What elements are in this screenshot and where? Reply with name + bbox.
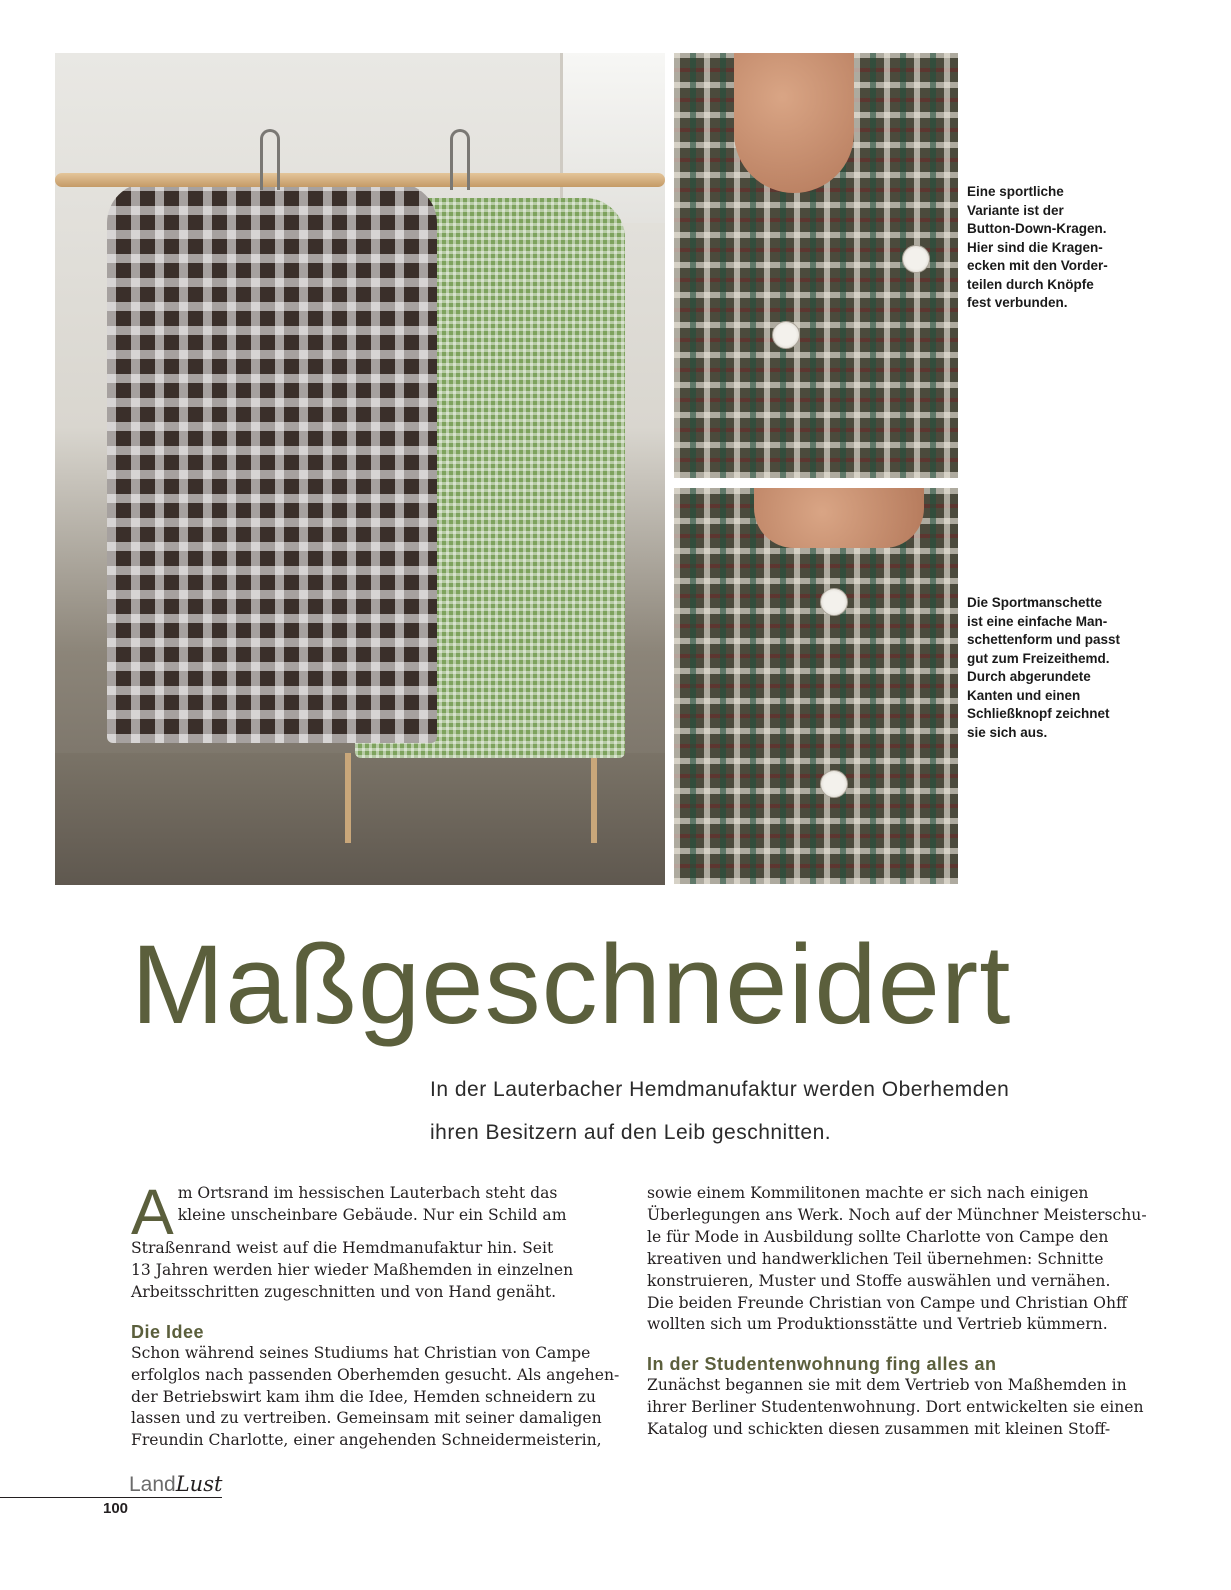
body-line: ihrer Berliner Studentenwohnung. Dort entwickelten sie einen [647, 1398, 1144, 1417]
body-line: Zunächst begannen sie mit dem Vertrieb von Maßhemden in [647, 1376, 1127, 1395]
collar-button [902, 245, 930, 273]
sleeve-button [820, 770, 848, 798]
body-line: 13 Jahren werden hier wieder Maßhemden in einzelnen [131, 1260, 574, 1279]
front-button [772, 321, 800, 349]
rail-cart [345, 753, 597, 843]
subtitle-line: In der Lauterbacher Hemdmanufaktur werden Oberhemden [430, 1078, 1010, 1101]
neck [734, 53, 854, 193]
body-line: erfolglos nach passenden Oberhemden gesucht. Als angehen- [131, 1365, 620, 1384]
logo-land: Land [129, 1473, 176, 1496]
hand [754, 488, 924, 548]
subtitle-line: ihren Besitzern auf den Leib geschnitten. [430, 1121, 832, 1144]
body-line: Katalog und schickten diesen zusammen mit kleinen Stoff- [647, 1420, 1111, 1439]
body-line: Schon während seines Studiums hat Christian von Campe [131, 1343, 591, 1362]
article-subtitle [430, 1068, 1130, 1154]
footer-divider [0, 1497, 222, 1498]
body-line: sowie einem Kommilitonen machte er sich nach einigen [647, 1184, 1089, 1202]
clothes-rail [55, 173, 665, 187]
body-line: Straßenrand weist auf die Hemdmanufaktur hin. Seit [131, 1239, 554, 1257]
body-line: kleine unscheinbare Gebäude. Nur ein Schild am [177, 1205, 567, 1224]
section-heading: Die Idee [131, 1321, 205, 1342]
body-line: konstruieren, Muster und Stoffe auswählen und vernähen. [647, 1271, 1111, 1290]
dark-plaid-shirt [107, 183, 437, 743]
body-line: der Betriebswirt kam ihm die Idee, Hemden schneidern zu [131, 1387, 596, 1406]
article-headline: Maßgeschneidert [131, 922, 1012, 1047]
body-line: Die beiden Freunde Christian von Campe und Christian Ohff [647, 1293, 1128, 1312]
page-number: 100 [103, 1500, 129, 1517]
landlust-logo [129, 1472, 222, 1497]
hanger-hook [450, 129, 470, 190]
body-line: le für Mode in Ausbildung sollte Charlotte von Campe den [647, 1227, 1109, 1246]
article-column-right [647, 1183, 1147, 1441]
article-column-left [131, 1176, 620, 1452]
cuff-caption: Die Sportmanschette ist eine einfache Man- schettenform und passt gut zum Freizeithemd. Durch abgerundete Kanten und einen Schließknopf zeichnet sie sich aus. [967, 595, 1121, 740]
body-line: kreativen und handwerklichen Teil übernehmen: Schnitte [647, 1249, 1104, 1268]
body-line: Freundin Charlotte, einer angehenden Schneidermeisterin, [131, 1431, 602, 1450]
body-line: wollten sich um Produktionsstätte und Vertrieb kümmern. [647, 1315, 1108, 1334]
collar-caption: Eine sportliche Variante ist der Button-Down-Kragen. Hier sind die Kragen- ecken mit den Vorder- teilen durch Knöpfe fest verbunden. [967, 184, 1108, 310]
body-line: Arbeitsschritten zugeschnitten und von Hand genäht. [131, 1282, 557, 1301]
collar-detail-photo [674, 53, 958, 478]
section-heading: In der Studentenwohnung fing alles an [647, 1354, 997, 1375]
hanger-hook [260, 129, 280, 190]
drop-cap: A [131, 1176, 174, 1248]
body-line: lassen und zu vertreiben. Gemeinsam mit seiner damaligen [131, 1409, 602, 1428]
cuff-button [820, 588, 848, 616]
logo-lust: Lust [175, 1472, 223, 1496]
body-line: m Ortsrand im hessischen Lauterbach steht das [177, 1184, 558, 1202]
shirts-on-rail-photo [55, 53, 665, 885]
body-line: Überlegungen ans Werk. Noch auf der Münchner Meisterschu- [647, 1205, 1147, 1224]
cuff-detail-photo [674, 488, 958, 884]
